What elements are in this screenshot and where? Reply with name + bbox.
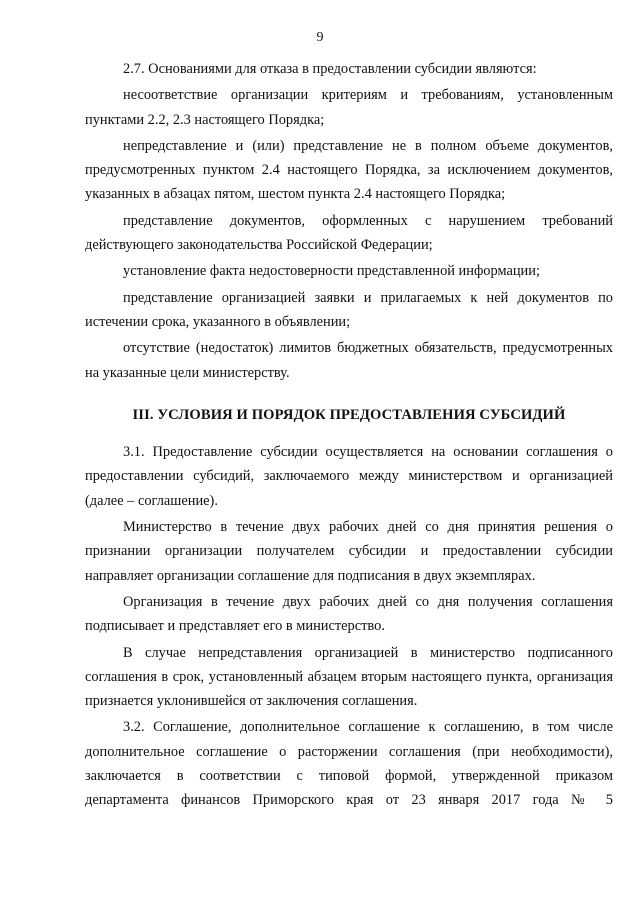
paragraph-incomplete-documents: непредставление и (или) представление не в полном объеме документов, предусмотренных пунктом 2.4 настоящего Порядка, за исключением документов, указанных в абзацах пятом, шестом пункта 2.4 настоящего Порядка; [85,137,613,203]
paragraph-documents-violation: представление документов, оформленных с нарушением требований действующего законодательства Российской Федерации; [85,212,613,254]
paragraph-ministry-sends-agreement: Министерство в течение двух рабочих дней со дня принятия решения о признании организации получателем субсидии и предоставлении субсидии направляет организации соглашение для подписания в двух экземплярах. [85,519,613,584]
paragraph-evasion: В случае непредставления организацией в министерство подписанного соглашения в срок, установленный абзацем вторым настоящего пункта, организация признается уклонившейся от заключения соглашения. [85,644,613,710]
paragraph-3-2: 3.2. Соглашение, дополнительное соглашение к соглашению, в том числе дополнительное соглашение о расторжении соглашения (при необходимости), заключается в соответствии с типовой формой, утвержденной приказом департамента финансов Приморского края от 23 января 2017 года № 5 [85,719,613,809]
page-number: 9 [316,30,324,45]
paragraph-late-application: представление организацией заявки и прилагаемых к ней документов по истечении срока, указанного в объявлении; [85,289,613,330]
paragraph-2-7-intro: 2.7. Основаниями для отказа в предоставлении субсидии являются: [123,61,537,77]
section-heading-iii: III. УСЛОВИЯ И ПОРЯДОК ПРЕДОСТАВЛЕНИЯ СУБСИДИЙ [132,406,566,423]
document-body [85,57,613,815]
paragraph-3-1: 3.1. Предоставление субсидии осуществляется на основании соглашения о предоставлении субсидий, заключаемого между министерством и организацией (далее – соглашение). [85,444,613,509]
paragraph-budget-limits: отсутствие (недостаток) лимитов бюджетных обязательств, предусмотренных на указанные цели министерству. [85,340,613,381]
paragraph-criteria-mismatch: несоответствие организации критериям и требованиям, установленным пунктами 2.2, 2.3 настоящего Порядка; [85,87,613,128]
paragraph-organization-signs: Организация в течение двух рабочих дней со дня получения соглашения подписывает и представляет его в министерство. [85,593,613,635]
paragraph-false-information: установление факта недостоверности представленной информации; [123,263,540,280]
